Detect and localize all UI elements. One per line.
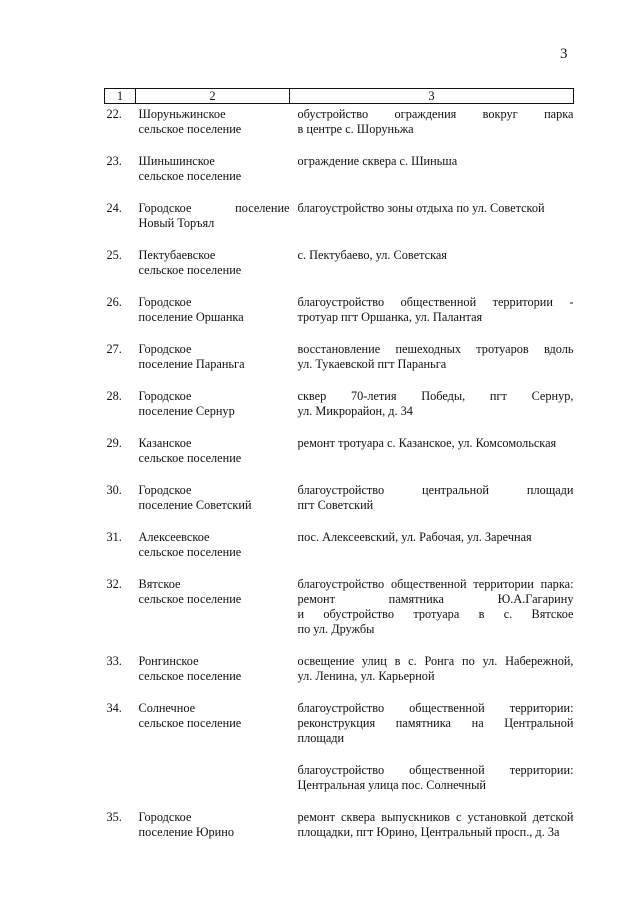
settlement-name-line: Городское [138,342,192,356]
column-header-project: 3 [290,89,574,104]
row-number: 22. [106,107,122,121]
project-description-line: площади [297,731,345,745]
settlement-name [136,201,290,231]
settlement-name-line: Вятское [138,577,181,591]
settlement-name-line: Алексеевское [138,530,210,544]
project-description [290,104,574,138]
project-description-line: реконструкция памятника на Центральной [297,716,574,730]
project-description-line: благоустройство зоны отдыха по ул. Советской [297,201,545,215]
row-spacer-cell [105,466,574,483]
row-number: 26. [106,295,122,309]
project-description [290,530,574,560]
project-description [290,483,574,513]
row-number: 31. [106,530,122,544]
table-row [105,701,574,746]
settlement-name [136,577,290,637]
project-description-line: ограждение сквера с. Шиньша [297,154,458,168]
table-header-row [105,89,574,104]
settlement-name [136,530,290,560]
project-description-line: ул. Микрорайон, д. 34 [297,404,413,418]
row-spacer [105,231,574,248]
project-description-line: благоустройство общественной территории: [297,763,574,777]
project-description [290,654,574,684]
row-number: 27. [106,342,122,356]
project-description-line: и обустройство тротуара в с. Вятское [297,607,574,621]
row-spacer-cell [105,793,574,810]
project-description-line: ул. Тукаевской пгт Параньга [297,357,447,371]
settlement-name [136,389,290,419]
row-spacer [105,793,574,810]
page-number: 3 [560,46,568,62]
column-header-settlement: 2 [136,89,290,104]
settlement-name [136,248,290,278]
settlement-name-line: сельское поселение [138,451,242,465]
project-description-line: благоустройство общественной территории: [297,701,574,715]
project-description [290,154,574,184]
row-spacer-cell [105,231,574,248]
table-row [105,436,574,466]
table-row [105,530,574,560]
settlements-table [104,88,574,840]
row-spacer-cell [105,325,574,342]
table-row [105,104,574,138]
row-number: 34. [106,701,122,715]
settlement-name-line: поселение Оршанка [138,310,244,324]
project-description-line: сквер 70-летия Победы, пгт Сернур, [297,389,574,403]
row-number: 28. [106,389,122,403]
table-row [105,763,574,793]
settlement-name-line: Казанское [138,436,192,450]
project-description-line: пгт Советский [297,498,374,512]
table-row [105,201,574,231]
row-spacer [105,372,574,389]
row-spacer-cell [105,560,574,577]
row-number: 35. [106,810,122,824]
row-spacer [105,184,574,201]
settlement-name [136,295,290,325]
row-spacer [105,278,574,295]
row-number: 24. [106,201,122,215]
project-description-line: обустройство ограждения вокруг парка [297,107,574,121]
row-spacer-cell [105,137,574,154]
settlement-name-line: Шоруньжинское [138,107,226,121]
project-description [290,201,574,231]
table-row [105,577,574,637]
settlement-name-line: сельское поселение [138,263,242,277]
project-description-line: с. Пектубаево, ул. Советская [297,248,447,262]
project-description-line: освещение улиц в с. Ронга по ул. Набережной, [297,654,574,668]
settlement-name-line: поселение Параньга [138,357,245,371]
settlement-name-line: Городское [138,295,192,309]
project-description [290,342,574,372]
project-description-line: ул. Ленина, ул. Карьерной [297,669,435,683]
settlement-name-line: сельское поселение [138,122,242,136]
settlement-name-line: сельское поселение [138,592,242,606]
settlement-name-line: поселение Советский [138,498,252,512]
row-number: 32. [106,577,122,591]
settlement-name [136,104,290,138]
settlement-name-line: Городское [138,389,192,403]
project-description-line: благоустройство общественной территории парка: [297,577,574,591]
row-spacer [105,746,574,763]
settlement-name [136,342,290,372]
settlement-name-line: сельское поселение [138,669,242,683]
settlement-name [136,810,290,840]
project-description-line: тротуар пгт Оршанка, ул. Палантая [297,310,483,324]
project-description-line: ремонт памятника Ю.А.Гагарину [297,592,574,606]
settlement-name [136,154,290,184]
row-spacer-cell [105,637,574,654]
settlement-name-line: сельское поселение [138,716,242,730]
row-number: 29. [106,436,122,450]
settlement-name-line: Городское [138,483,192,497]
settlement-name-line: Городское [138,810,192,824]
settlement-name-line: поселение Юрино [138,825,234,839]
table-row [105,483,574,513]
settlement-name [136,654,290,684]
project-description [290,389,574,419]
project-description-line: восстановление пешеходных тротуаров вдоль [297,342,574,356]
project-description [290,577,574,637]
row-spacer-cell [105,513,574,530]
settlement-name [136,436,290,466]
row-spacer-cell [105,372,574,389]
settlement-name-line: Пектубаевское [138,248,216,262]
project-description-line: площадки, пгт Юрино, Центральный просп., д. 3а [297,825,560,839]
project-description [290,436,574,466]
table-row [105,389,574,419]
row-spacer [105,466,574,483]
row-number: 25. [106,248,122,262]
table-body [105,104,574,841]
project-description [290,810,574,840]
row-spacer-cell [105,684,574,701]
table-row [105,154,574,184]
table-row [105,248,574,278]
row-number [105,763,136,793]
settlement-name [136,701,290,746]
project-description [290,763,574,793]
row-spacer [105,419,574,436]
settlement-name-line: поселение Сернур [138,404,235,418]
project-description-line: ремонт сквера выпускников с установкой детской [297,810,574,824]
settlement-name-line: Городское поселение [138,201,290,215]
row-spacer-cell [105,184,574,201]
project-description-line: пос. Алексеевский, ул. Рабочая, ул. Заречная [297,530,532,544]
row-spacer-cell [105,419,574,436]
settlement-name [136,763,290,793]
row-spacer-cell [105,278,574,295]
row-spacer [105,637,574,654]
project-description [290,701,574,746]
row-number: 30. [106,483,122,497]
project-description-line: по ул. Дружбы [297,622,375,636]
settlement-name-line: Новый Торъял [138,216,215,230]
row-spacer [105,137,574,154]
project-description [290,248,574,278]
settlement-name-line: Ронгинское [138,654,199,668]
project-description-line: благоустройство общественной территории - [297,295,574,309]
column-header-number: 1 [105,89,136,104]
row-spacer [105,560,574,577]
settlement-name-line: сельское поселение [138,169,242,183]
settlement-name-line: Солнечное [138,701,196,715]
settlement-name [136,483,290,513]
project-description-line: ремонт тротуара с. Казанское, ул. Комсомольская [297,436,557,450]
project-description-line: Центральная улица пос. Солнечный [297,778,486,792]
project-description-line: благоустройство центральной площади [297,483,574,497]
row-spacer [105,325,574,342]
row-number: 33. [106,654,122,668]
row-spacer [105,513,574,530]
settlement-name-line: сельское поселение [138,545,242,559]
table-row [105,295,574,325]
row-spacer-cell [105,746,574,763]
row-spacer [105,684,574,701]
project-description-line: в центре с. Шоруньжа [297,122,414,136]
project-description [290,295,574,325]
table-row [105,810,574,840]
row-number: 23. [106,154,122,168]
table-row [105,654,574,684]
settlement-name-line: Шиньшинское [138,154,215,168]
table-row [105,342,574,372]
